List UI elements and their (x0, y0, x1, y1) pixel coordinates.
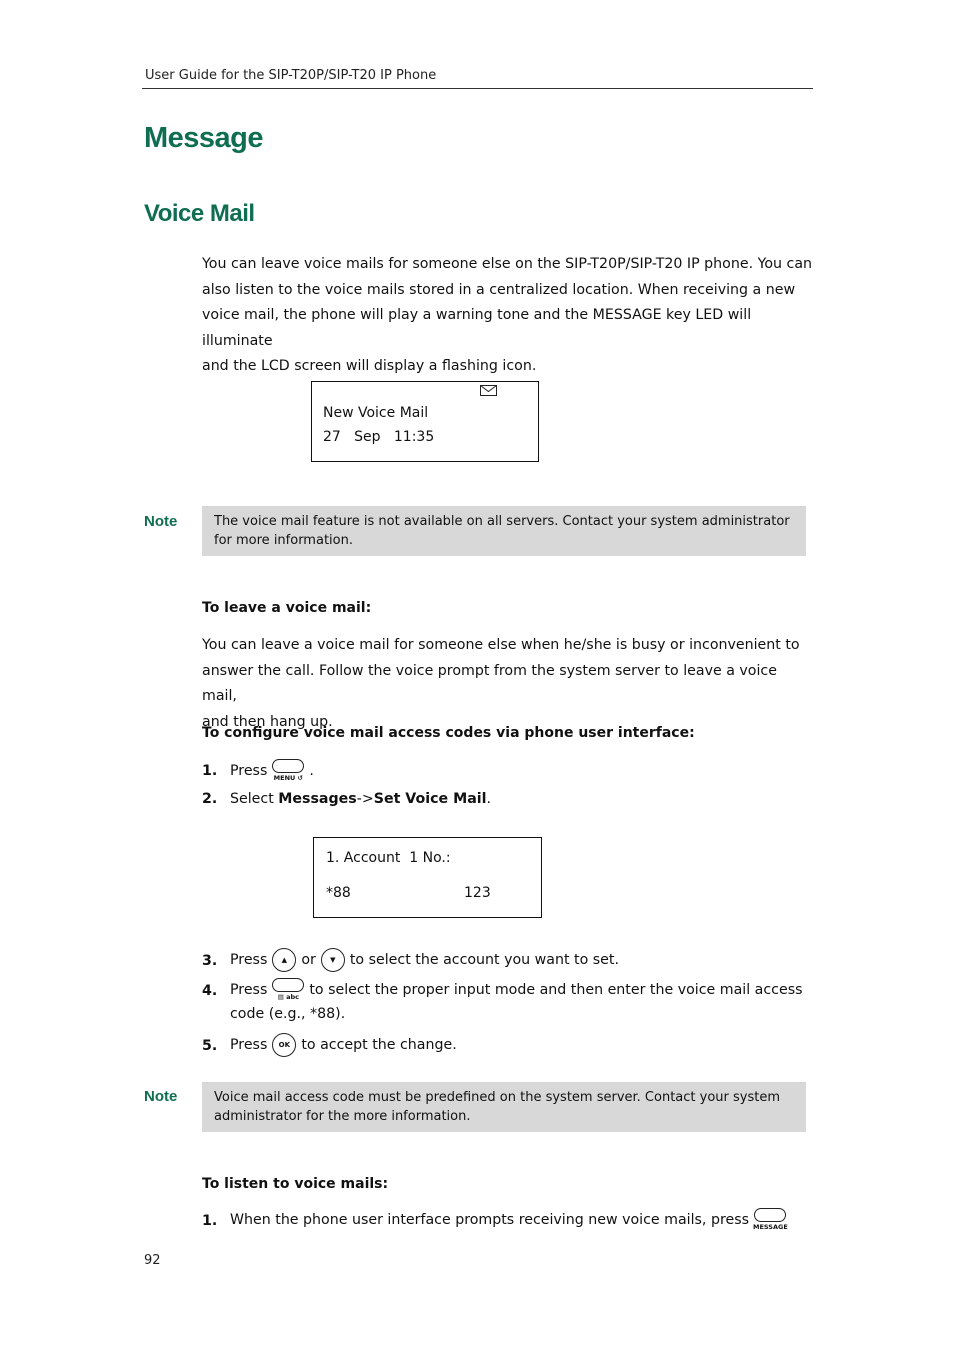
lcd-line-2: 27 Sep 11:35 (323, 429, 435, 445)
step-text: . (486, 791, 492, 807)
step-2 (202, 791, 602, 813)
up-arrow-key-icon: ▲ (272, 948, 296, 972)
note-line: administrator for the more information. (214, 1109, 471, 1124)
leave-line: answer the call. Follow the voice prompt from the system server to leave a voice mail, (202, 662, 777, 704)
step-4-continuation: code (e.g., *88). (230, 1006, 346, 1022)
running-header: User Guide for the SIP-T20P/SIP-T20 IP Phone (145, 68, 437, 83)
step-3 (202, 948, 702, 976)
lcd-voice-mail-code: *88 (326, 885, 351, 901)
note-box (202, 1082, 806, 1132)
step-text: to accept the change. (301, 1037, 457, 1053)
input-mode-key-icon: ▤ abc (271, 977, 305, 1003)
message-key-icon: MESSAGE (753, 1207, 787, 1233)
step-number: 4. (202, 983, 218, 999)
step-number: 3. (202, 953, 218, 969)
intro-line: and the LCD screen will display a flashing icon. (202, 358, 537, 374)
lcd-screen-new-voice-mail (311, 381, 539, 462)
step-4 (202, 977, 814, 1005)
step-number: 1. (202, 1213, 218, 1229)
note-label: Note (144, 1088, 178, 1105)
page-number: 92 (144, 1253, 161, 1268)
menu-path-separator: -> (356, 791, 374, 807)
step-text: to select the account you want to set. (349, 952, 619, 968)
lcd-account-value: 123 (464, 885, 491, 901)
step-5 (202, 1033, 602, 1061)
step-number: 5. (202, 1038, 218, 1054)
step-text: When the phone user interface prompts receiving new voice mails, press (230, 1212, 749, 1228)
step-number: 2. (202, 791, 218, 807)
step-text: Press (230, 952, 268, 968)
menu-key-icon: MENU ↺ (271, 758, 305, 784)
section-title: Message (144, 122, 264, 154)
listen-step-1 (202, 1207, 814, 1235)
step-text: or (301, 952, 316, 968)
menu-path-set-voice-mail: Set Voice Mail (373, 791, 487, 807)
step-text: Press (230, 763, 268, 779)
step-text: Press (230, 982, 268, 998)
menu-path-messages: Messages (278, 791, 357, 807)
note-line: The voice mail feature is not available on all servers. Contact your system administrator (214, 514, 790, 529)
intro-line: You can leave voice mails for someone else on the SIP-T20P/SIP-T20 IP phone. You can (202, 256, 813, 272)
step-1 (202, 758, 502, 786)
leave-heading: To leave a voice mail: (202, 600, 372, 616)
note-line: Voice mail access code must be predefined on the system server. Contact your system (214, 1090, 781, 1105)
intro-line: voice mail, the phone will play a warning tone and the MESSAGE key LED will illuminate (202, 307, 752, 349)
ok-key-icon: OK (272, 1033, 296, 1057)
down-arrow-key-icon: ▼ (321, 948, 345, 972)
subsection-title: Voice Mail (144, 200, 255, 227)
step-text: to select the proper input mode and then enter the voice mail access (309, 982, 803, 998)
step-text: Press (230, 1037, 268, 1053)
leave-line: and then hang up. (202, 713, 333, 730)
step-text: Select (230, 791, 279, 807)
listen-heading: To listen to voice mails: (202, 1176, 389, 1192)
envelope-icon (480, 385, 497, 396)
lcd-line-1: 1. Account 1 No.: (326, 850, 451, 866)
leave-line: You can leave a voice mail for someone else when he/she is busy or inconvenient to (202, 637, 800, 653)
step-text: . (309, 763, 314, 779)
note-line: for more information. (214, 533, 353, 548)
note-label: Note (144, 513, 178, 530)
intro-line: also listen to the voice mails stored in a centralized location. When receiving a new (202, 281, 796, 298)
step-number: 1. (202, 763, 218, 779)
header-divider (142, 88, 813, 89)
lcd-line-1: New Voice Mail (323, 405, 429, 421)
leave-paragraph (202, 633, 814, 735)
lcd-screen-account-setting (313, 837, 542, 918)
note-box (202, 506, 806, 556)
configure-heading: To configure voice mail access codes via phone user interface: (202, 725, 695, 741)
intro-paragraph (202, 252, 814, 380)
